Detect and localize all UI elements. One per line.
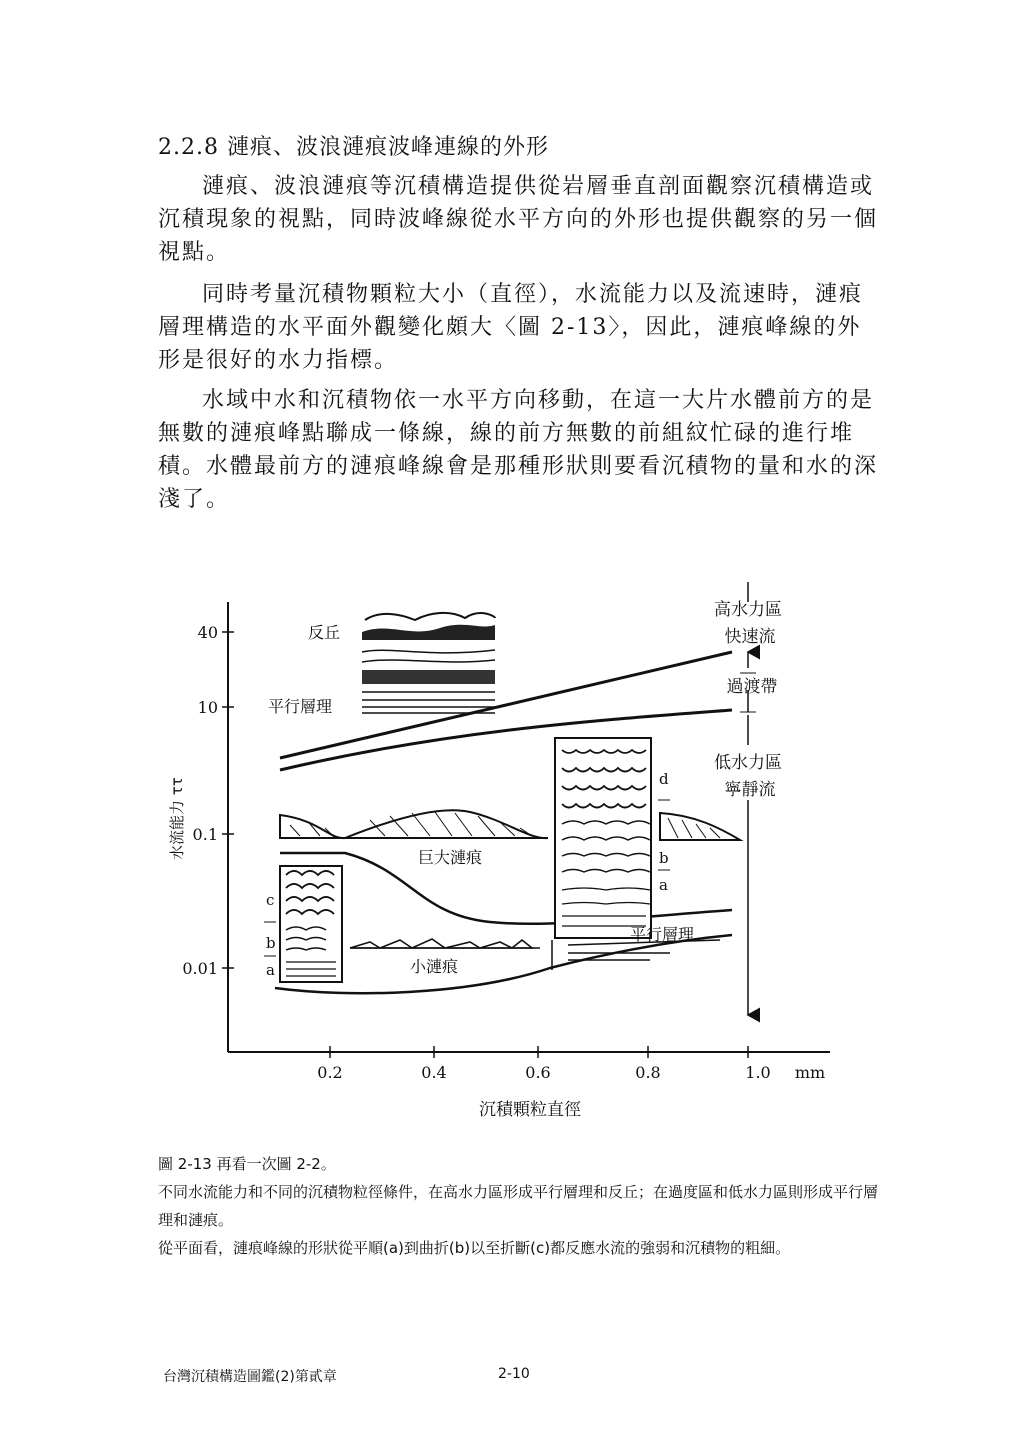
ripple-crest-panel-left — [280, 866, 342, 982]
paragraph-3: 水域中水和沉積物依一水平方向移動，在這一大片水體前方的是無數的漣痕峰點聯成一條線，線的前方無數的前組紋忙碌的進行堆積。水體最前方的漣痕峰線會是那種形狀則要看沉積物的量和水的深淺了。 — [158, 388, 879, 512]
bedform-diagram — [150, 570, 850, 1130]
figure-caption — [158, 1150, 888, 1262]
upper-boundary-curve — [280, 652, 732, 758]
zone-high-label: 高水力區 — [714, 600, 782, 620]
x-tick-label: 0.4 — [421, 1063, 447, 1082]
stage-c-label-left: c — [266, 891, 275, 909]
ripple-crest-panel-right — [555, 738, 651, 938]
zone-low-label: 低水力區 — [714, 753, 782, 773]
y-tick-label: 10 — [197, 698, 218, 717]
antidune-illustration — [362, 613, 495, 713]
stage-d-label-right: d — [659, 770, 669, 788]
x-tick-label: 0.6 — [525, 1063, 551, 1082]
caption-line-3: 從平面看，漣痕峰線的形狀從平順(a)到曲折(b)以至折斷(c)都反應水流的強弱和沉積物的粗細。 — [158, 1239, 791, 1257]
y-tick-label: 0.1 — [192, 825, 218, 844]
antidune-label: 反丘 — [308, 623, 341, 642]
paragraph-2: 同時考量沉積物顆粒大小（直徑），水流能力以及流速時，漣痕層理構造的水平面外觀變化頗大〈圖 2-13〉，因此，漣痕峰線的外形是很好的水力指標。 — [158, 282, 864, 373]
small-ripple-label: 小漣痕 — [410, 957, 459, 976]
small-ripple-illustration — [350, 939, 540, 948]
footer-book-title: 台灣沉積構造圖鑑(2)第貳章 — [163, 1369, 337, 1385]
zone-low-sublabel: 寧靜流 — [724, 780, 776, 800]
dune-bedform-illustration — [280, 810, 740, 840]
paragraph-1: 漣痕、波浪漣痕等沉積構造提供從岩層垂直剖面觀察沉積構造或沉積現象的視點，同時波峰線從水平方向的外形也提供觀察的另一個視點。 — [158, 174, 879, 265]
stage-a-label-left: a — [266, 961, 275, 979]
plane-bed-lower-label: 平行層理 — [630, 925, 695, 944]
caption-line-1: 圖 2-13 再看一次圖 2-2。 — [158, 1155, 336, 1173]
y-ticks — [182, 623, 234, 978]
x-axis-label: 沉積顆粒直徑 — [479, 1100, 581, 1120]
x-unit: mm — [794, 1063, 826, 1082]
middle-boundary-curve — [280, 710, 732, 770]
zone-high-sublabel: 快速流 — [724, 627, 776, 647]
stage-b-label-left: b — [266, 934, 276, 952]
stage-b-label-right: b — [659, 849, 669, 867]
y-tick-label: 0.01 — [182, 959, 218, 978]
x-tick-label: 0.2 — [317, 1063, 343, 1082]
plane-bed-upper-label: 平行層理 — [268, 697, 333, 716]
section-heading: 2.2.8 漣痕、波浪漣痕波峰連線的外形 — [158, 135, 549, 160]
footer-page-number: 2-10 — [498, 1366, 530, 1382]
y-axis-label: 水流能力 ττ — [168, 777, 186, 860]
dune-label: 巨大漣痕 — [418, 848, 483, 867]
y-tick-label: 40 — [197, 623, 218, 642]
x-tick-label: 0.8 — [635, 1063, 661, 1082]
zone-transition-label: 過渡帶 — [726, 677, 778, 697]
stage-a-label-right: a — [659, 876, 668, 894]
x-tick-label: 1.0 — [745, 1063, 771, 1082]
caption-line-2: 不同水流能力和不同的沉積物粒徑條件，在高水力區形成平行層理和反丘；在過度區和低水力區則形成平行層理和漣痕。 — [158, 1183, 879, 1229]
